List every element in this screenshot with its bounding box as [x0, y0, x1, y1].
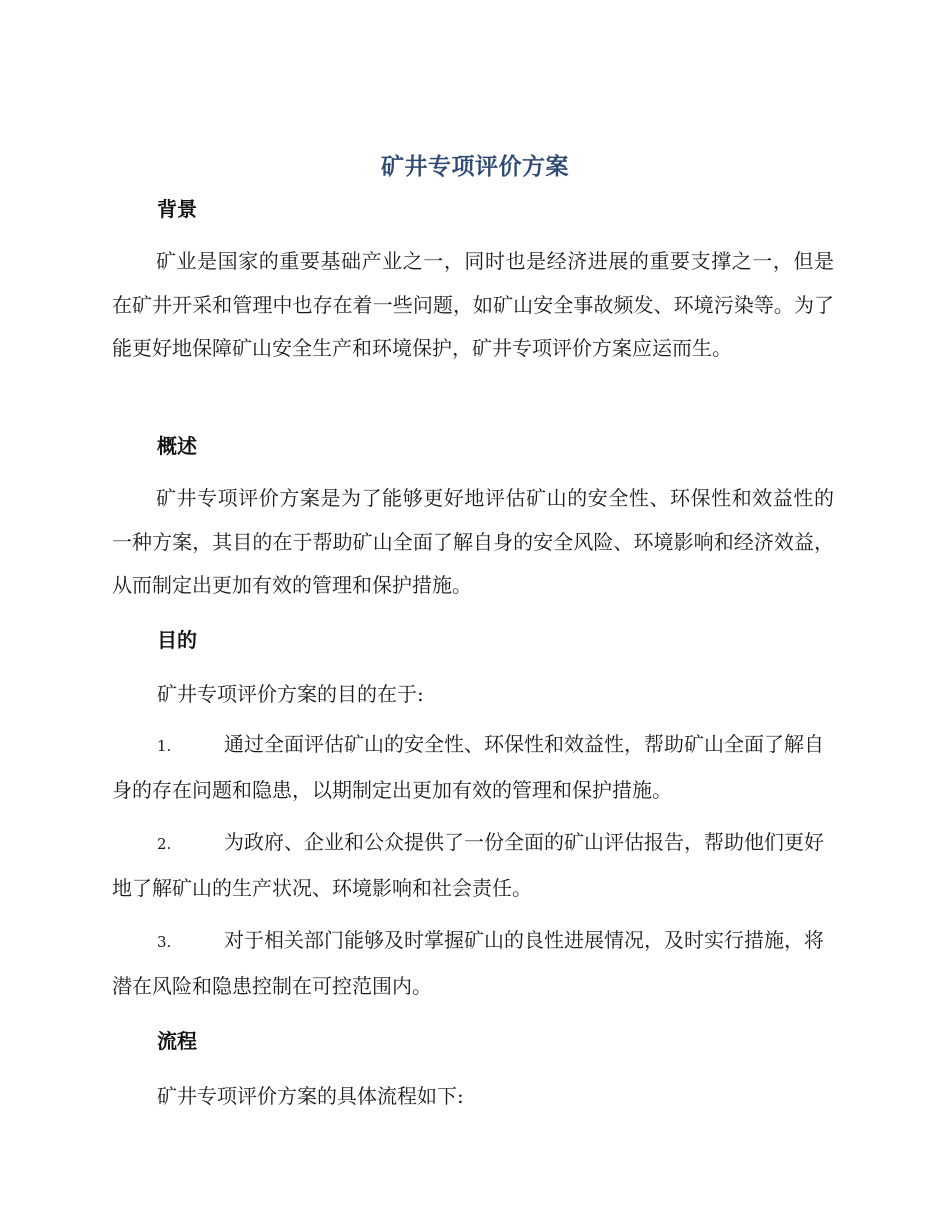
paragraph-background: 矿业是国家的重要基础产业之一，同时也是经济进展的重要支撑之一，但是在矿井开采和管理中也存在着一些问题，如矿山安全事故频发、环境污染等。为了能更好地保障矿山安全生产和环境保护，矿井专项评价方案应运而生。 — [112, 249, 834, 360]
list-item-text: 对于相关部门能够及时掌握矿山的良性进展情况，及时实行措施，将潜在风险和隐患控制在可控范围内。 — [112, 928, 824, 998]
list-item — [112, 821, 834, 910]
process-intro: 矿井专项评价方案的具体流程如下: — [157, 1084, 464, 1108]
list-item — [112, 723, 834, 812]
list-item-number: 1. — [157, 737, 172, 755]
section-heading-background: 背景 — [157, 197, 197, 221]
paragraph-overview: 矿井专项评价方案是为了能够更好地评估矿山的安全性、环保性和效益性的一种方案，其目的在于帮助矿山全面了解自身的安全风险、环境影响和经济效益，从而制定出更加有效的管理和保护措施。 — [112, 486, 834, 597]
list-item-number: 2. — [157, 835, 172, 853]
document-title: 矿井专项评价方案 — [381, 154, 569, 180]
section-heading-purpose: 目的 — [157, 628, 197, 652]
section-heading-process: 流程 — [157, 1029, 197, 1053]
list-item-text: 通过全面评估矿山的安全性、环保性和效益性，帮助矿山全面了解自身的存在问题和隐患，以期制定出更加有效的管理和保护措施。 — [112, 732, 824, 802]
list-item-text: 为政府、企业和公众提供了一份全面的矿山评估报告，帮助他们更好地了解矿山的生产状况、环境影响和社会责任。 — [112, 830, 824, 900]
list-item — [112, 919, 834, 1008]
purpose-intro: 矿井专项评价方案的目的在于: — [157, 682, 424, 706]
list-item-number: 3. — [157, 933, 172, 951]
section-heading-overview: 概述 — [157, 434, 197, 458]
